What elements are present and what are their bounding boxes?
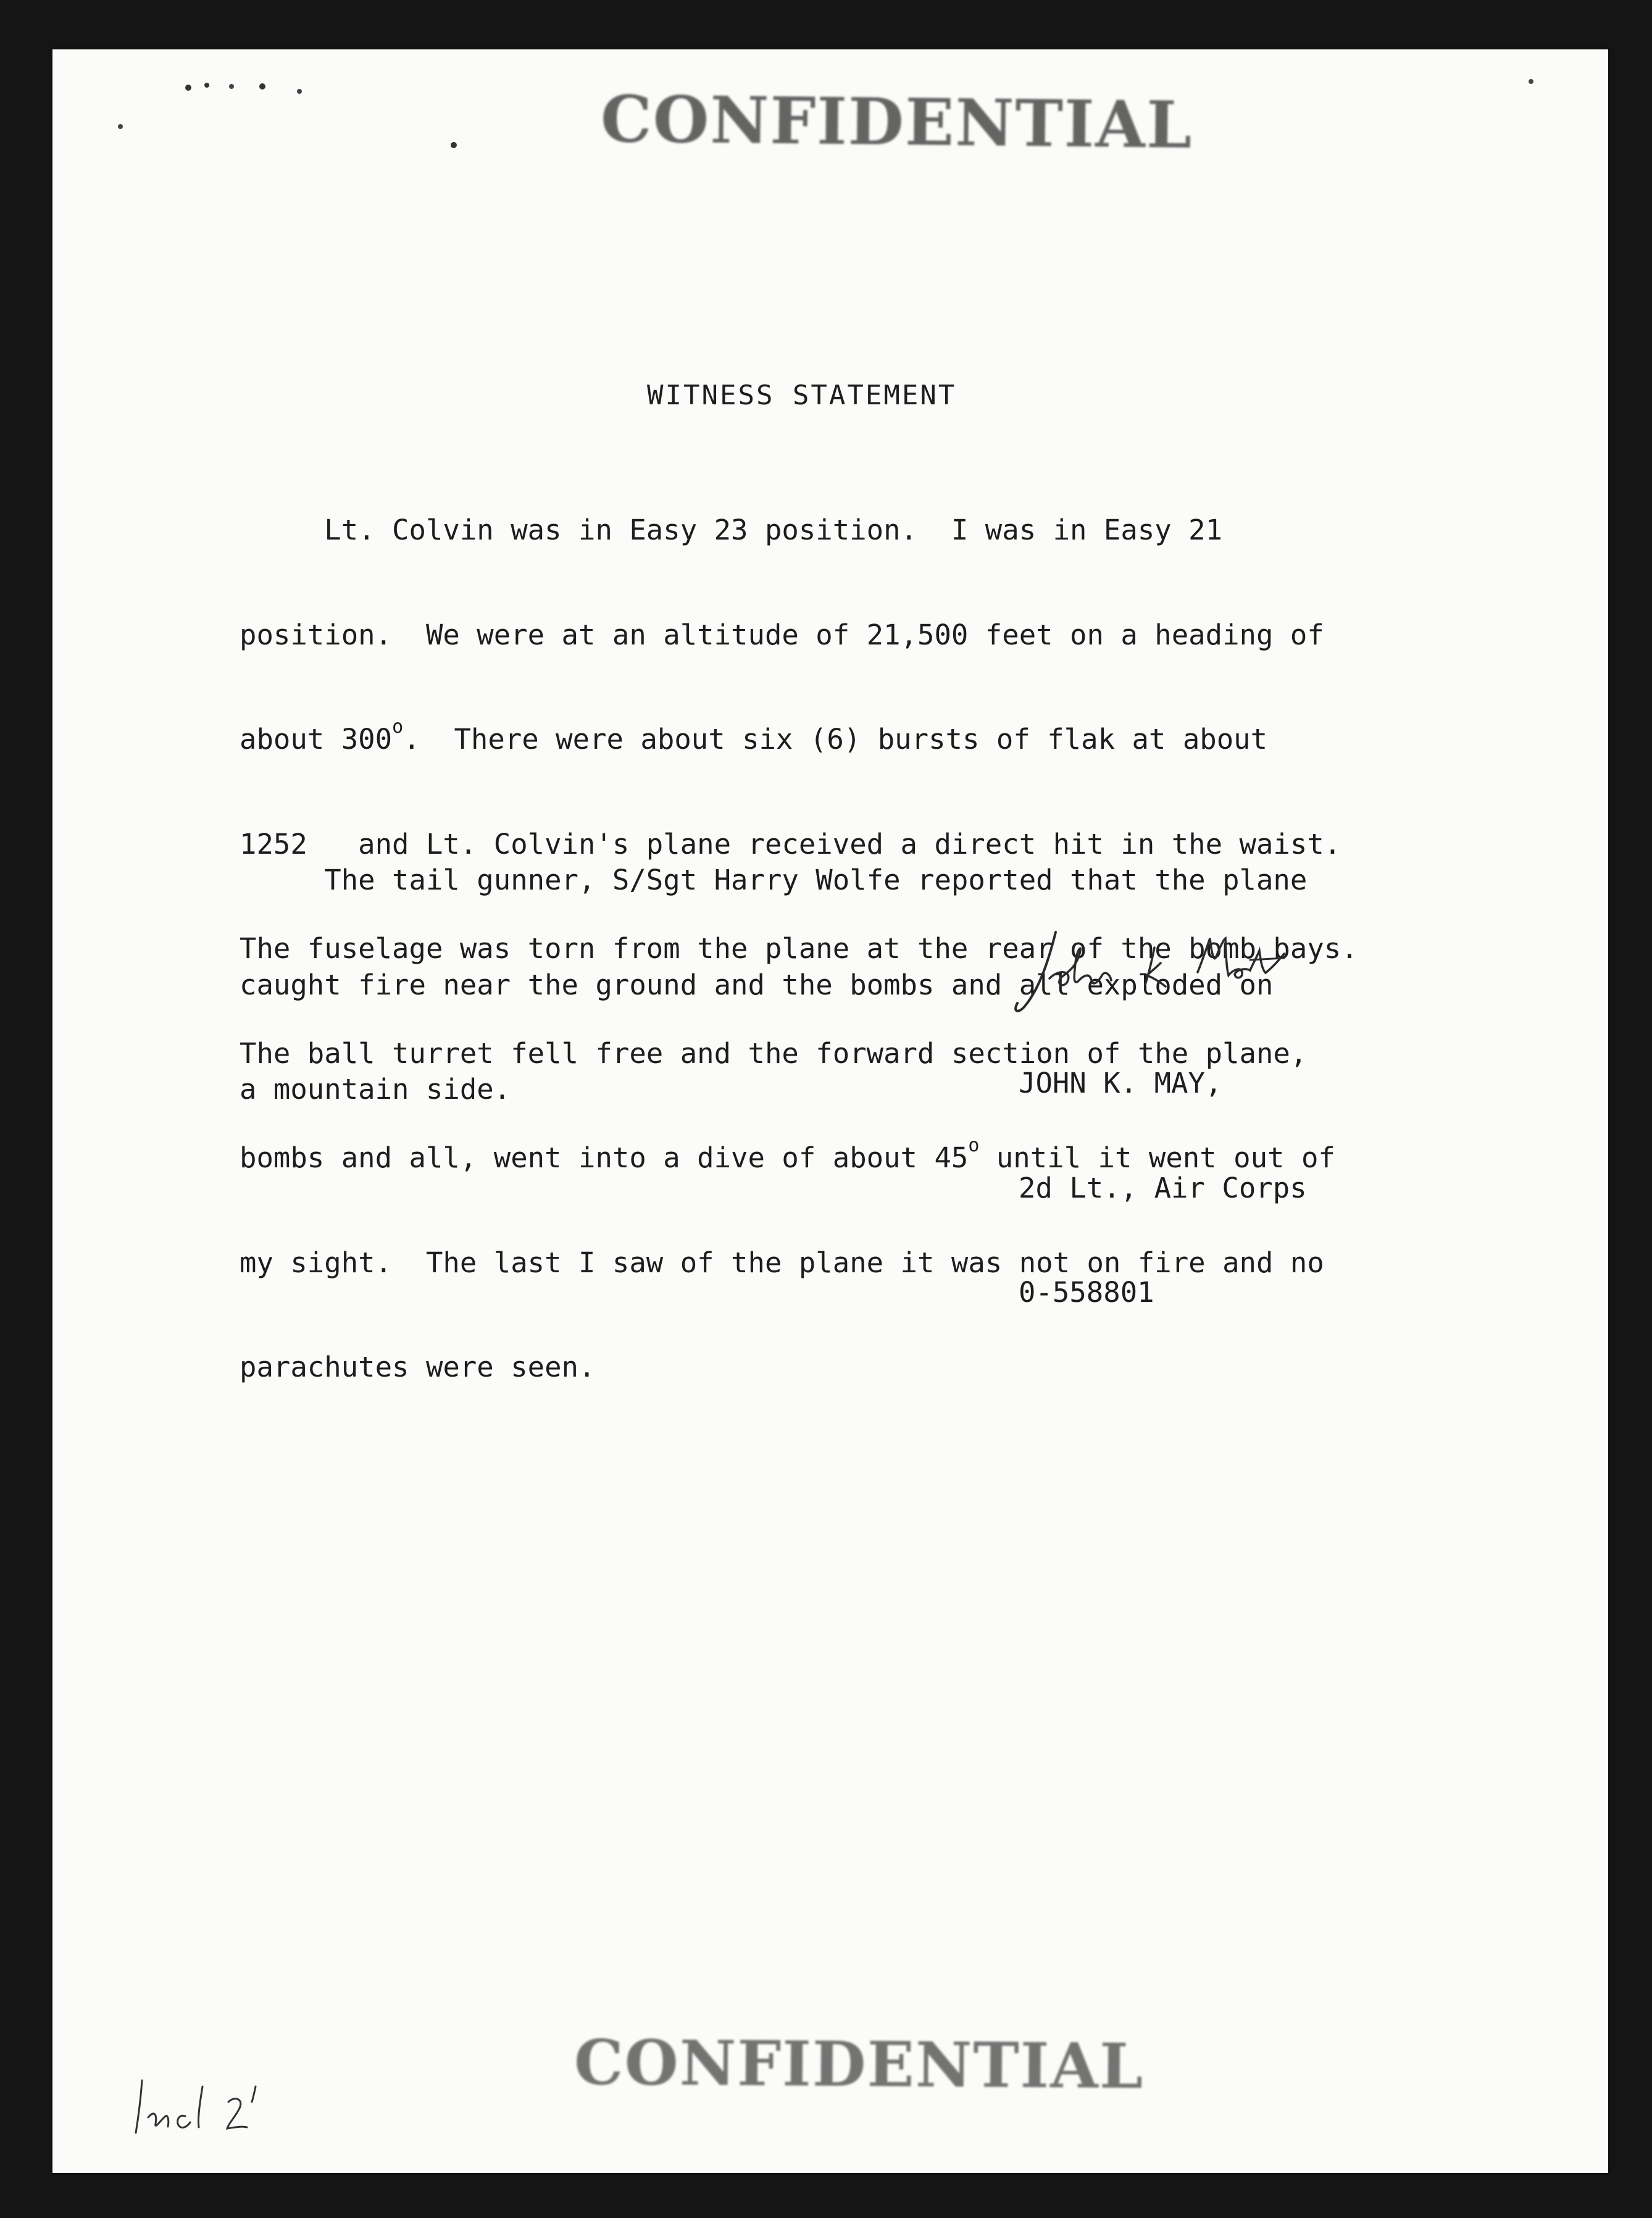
line-text: until it went out of [979, 1141, 1335, 1174]
paragraph-line [240, 716, 1358, 757]
signer-name: JOHN K. MAY, [1019, 1067, 1222, 1099]
degree-mark: o [392, 716, 404, 738]
line-text: . There were about six (6) bursts of flak at about [403, 723, 1268, 756]
paragraph-line: parachutes were seen. [240, 1351, 596, 1383]
signer-serial: 0-558801 [1019, 1276, 1154, 1309]
paragraph-line: caught fire near the ground and the bombs and all exploded on [240, 968, 1274, 1001]
paragraph-line: position. We were at an altitude of 21,500 feet on a heading of [240, 618, 1324, 651]
paragraph-line: The fuselage was torn from the plane at the rear of the bomb bays. [240, 932, 1358, 965]
confidential-stamp-top: CONFIDENTIAL [600, 80, 1193, 164]
line-text: about 300 [240, 723, 393, 756]
document-title: WITNESS STATEMENT [647, 380, 957, 411]
paragraph-line: my sight. The last I saw of the plane it was not on fire and no [240, 1246, 1324, 1279]
line-text: bombs and all, went into a dive of about 45 [240, 1141, 969, 1174]
confidential-stamp-bottom: CONFIDENTIAL [574, 2025, 1145, 2103]
paragraph-line: The tail gunner, S/Sgt Harry Wolfe reported that the plane [240, 864, 1308, 896]
signature-block [1019, 996, 1307, 1380]
degree-mark: o [968, 1135, 980, 1156]
document-page [52, 49, 1608, 2173]
paragraph-line: 1252 and Lt. Colvin's plane received a direct hit in the waist. [240, 827, 1341, 861]
paragraph-line: The ball turret fell free and the forward section of the plane, [240, 1036, 1308, 1070]
paragraph-line: a mountain side. [240, 1073, 511, 1106]
paragraph-line: Lt. Colvin was in Easy 23 position. I was in Easy 21 [240, 514, 1223, 546]
handwritten-note [123, 2068, 327, 2148]
signer-rank: 2d Lt., Air Corps [1019, 1171, 1307, 1204]
